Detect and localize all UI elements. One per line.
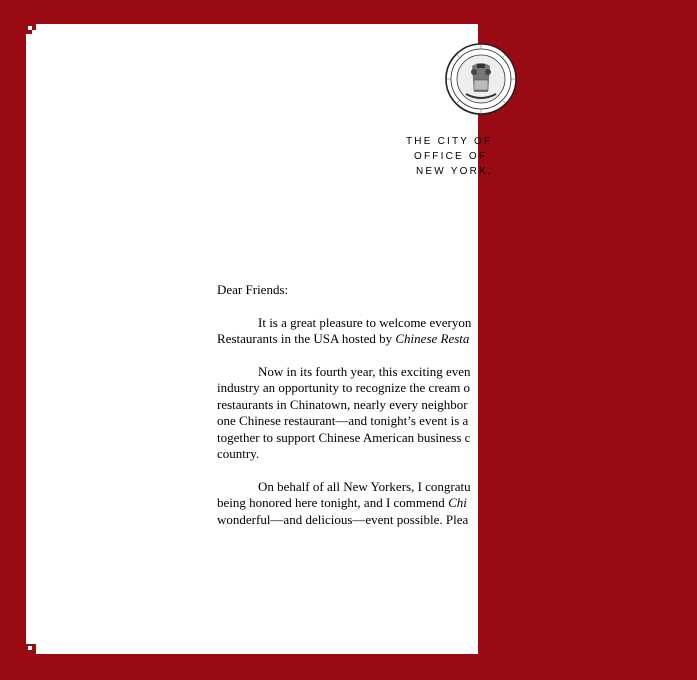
corner-dot-bottom-left <box>28 646 32 650</box>
paragraph-2-line-2: industry an opportunity to recognize the cream o <box>217 380 471 395</box>
paragraph-3-line-2-text: being honored here tonight, and I commend <box>217 495 449 510</box>
paragraph-1-line-1: It is a great pleasure to welcome everyon <box>258 314 472 330</box>
letterhead-line-2: OFFICE OF <box>414 151 488 162</box>
paragraph-1-line-2 <box>217 331 697 348</box>
paragraph-2-line-3: restaurants in Chinatown, nearly every neighbor <box>217 396 468 412</box>
corner-dot-top-left <box>28 26 32 30</box>
city-seal-icon <box>444 42 518 116</box>
letter-body <box>217 282 697 544</box>
paragraph-2-line-1: Now in its fourth year, this exciting even <box>258 363 471 379</box>
paragraph-1 <box>217 315 697 348</box>
paragraph-3-line-1: On behalf of all New Yorkers, I congratu <box>258 478 471 494</box>
paragraph-1-line-2-text: Restaurants in the USA hosted by <box>217 331 396 346</box>
paragraph-3 <box>217 479 697 529</box>
corner-notch-top-left-step <box>26 30 32 34</box>
paragraph-3-line-2 <box>217 495 697 512</box>
paragraph-2-line-5: together to support Chinese American business c <box>217 429 471 445</box>
paragraph-3-line-3: wonderful—and delicious—event possible. Plea <box>217 511 469 527</box>
paragraph-2 <box>217 364 697 463</box>
greeting: Dear Friends: <box>217 282 289 297</box>
letter-page <box>26 24 493 654</box>
letterhead-line-1: THE CITY OF <box>406 136 493 147</box>
letterhead <box>406 134 606 179</box>
paragraph-1-line-2-italic: Chinese Resta <box>395 331 470 346</box>
paragraph-2-line-4: one Chinese restaurant—and tonight’s event is a <box>217 413 469 428</box>
paragraph-3-line-2-italic: Chi <box>448 495 467 510</box>
paragraph-2-line-6: country. <box>217 446 260 461</box>
letterhead-line-3: NEW YORK, <box>416 166 493 177</box>
